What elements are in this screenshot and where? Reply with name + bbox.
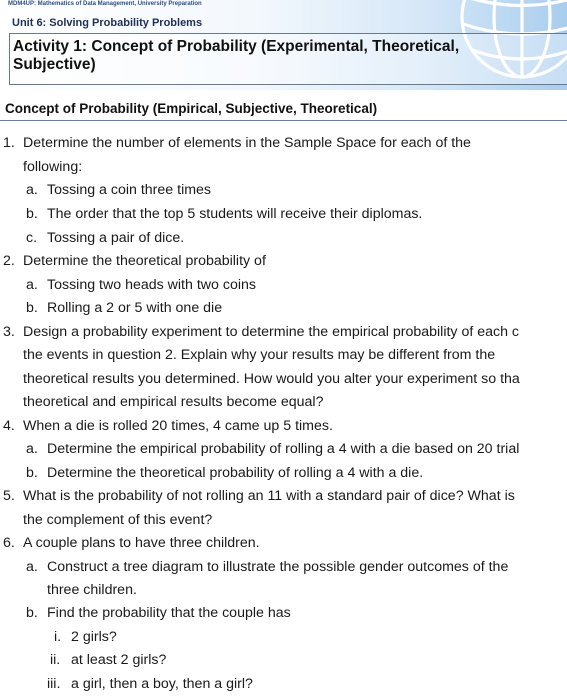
- subquestion-marker: b.: [26, 300, 38, 316]
- section-divider: [0, 120, 567, 121]
- question-text: the complement of this event?: [23, 512, 213, 528]
- subquestion-text: Find the probability that the couple has: [47, 605, 291, 621]
- roman-marker: ii.: [50, 652, 61, 668]
- question-text: When a die is rolled 20 times, 4 came up 5 times.: [23, 418, 333, 434]
- header-banner: [0, 0, 567, 90]
- activity-title-box: [9, 33, 567, 85]
- question-text: A couple plans to have three children.: [23, 535, 260, 551]
- roman-item-text: 2 girls?: [71, 629, 117, 645]
- activity-title: [13, 38, 483, 74]
- question-number: 5.: [3, 488, 15, 504]
- subquestion-text: Tossing two heads with two coins: [47, 277, 256, 293]
- subquestion-marker: b.: [26, 206, 38, 222]
- subquestion-marker: a.: [26, 441, 38, 457]
- subquestion-marker: a.: [26, 182, 38, 198]
- question-text: the events in question 2. Explain why your results may be different from the: [23, 347, 496, 363]
- question-text: following:: [23, 159, 83, 175]
- subquestion-marker: b.: [26, 465, 38, 481]
- unit-title: Unit 6: Solving Probability Problems: [12, 17, 203, 29]
- activity-title-line1: Activity 1: Concept of Probability (Experimental, Theoretical,: [13, 38, 460, 55]
- subquestion-marker: a.: [26, 559, 38, 575]
- question-text: Determine the number of elements in the Sample Space for each of the: [23, 135, 471, 151]
- subquestion-text: Tossing a coin three times: [47, 182, 212, 198]
- subquestion-marker: b.: [26, 605, 38, 621]
- activity-title-line2: Subjective): [13, 56, 96, 73]
- question-text: What is the probability of not rolling an 11 with a standard pair of dice? What is: [23, 488, 515, 504]
- subquestion-text: Tossing a pair of dice.: [47, 230, 185, 246]
- question-number: 3.: [3, 324, 15, 340]
- subquestion-text: Rolling a 2 or 5 with one die: [47, 300, 223, 316]
- subquestion-text: three children.: [47, 582, 137, 598]
- course-name: MDM4UP: Mathematics of Data Management, University Preparation: [8, 1, 202, 7]
- roman-item-text: a girl, then a boy, then a girl?: [71, 676, 253, 692]
- roman-marker: i.: [54, 629, 62, 645]
- subquestion-marker: c.: [26, 230, 38, 246]
- subquestion-text: The order that the top 5 students will receive their diplomas.: [47, 206, 423, 222]
- question-number: 6.: [3, 535, 15, 551]
- subquestion-text: Construct a tree diagram to illustrate the possible gender outcomes of the: [47, 559, 509, 575]
- roman-item-text: at least 2 girls?: [71, 652, 167, 668]
- subquestion-marker: a.: [26, 277, 38, 293]
- subquestion-text: Determine the theoretical probability of rolling a 4 with a die.: [47, 465, 424, 481]
- question-text: Determine the theoretical probability of: [23, 253, 266, 269]
- question-text: Design a probability experiment to determine the empirical probability of each c: [23, 324, 520, 340]
- question-number: 4.: [3, 418, 15, 434]
- roman-marker: iii.: [47, 676, 61, 692]
- section-heading: Concept of Probability (Empirical, Subjective, Theoretical): [5, 101, 378, 116]
- question-number: 1.: [3, 135, 15, 151]
- question-text: theoretical and empirical results become equal?: [23, 394, 324, 410]
- question-number: 2.: [3, 253, 15, 269]
- question-text: theoretical results you determined. How would you alter your experiment so tha: [23, 371, 520, 387]
- subquestion-text: Determine the empirical probability of rolling a 4 with a die based on 20 trial: [47, 441, 520, 457]
